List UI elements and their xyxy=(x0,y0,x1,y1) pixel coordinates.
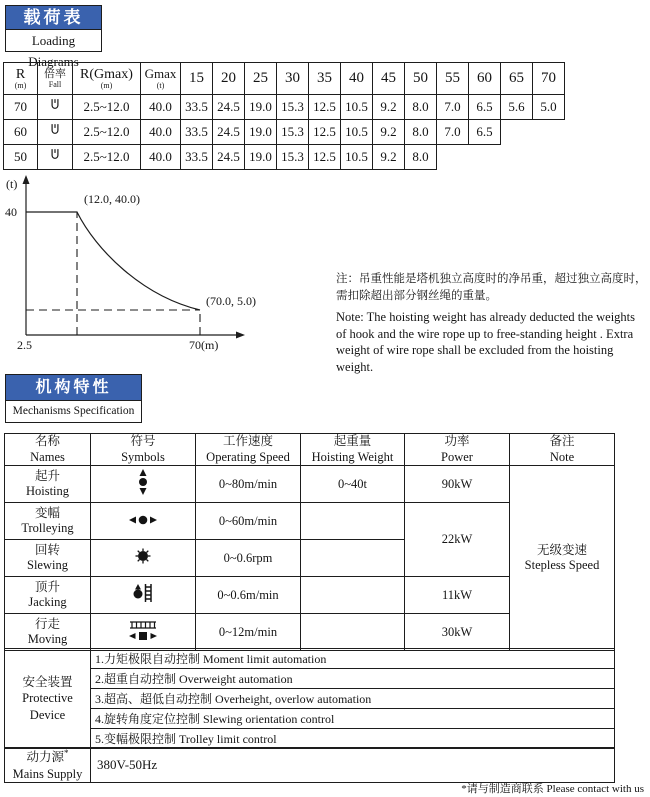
mech-weight-cell xyxy=(301,614,405,651)
radius-header: 15 xyxy=(181,63,213,95)
loading-title-en: Loading Diagrams xyxy=(5,30,102,52)
mains-supply-table xyxy=(4,747,615,783)
header-weight-en: Hoisting Weight xyxy=(311,449,394,464)
header-power-cn: 功率 xyxy=(444,434,470,448)
empty-cell xyxy=(469,145,501,170)
header-names-en: Names xyxy=(30,449,65,464)
mech-name-cn: 回转 xyxy=(34,542,60,557)
empty-cell xyxy=(533,145,565,170)
load-value-cell: 5.6 xyxy=(501,95,533,120)
loading-table xyxy=(3,62,565,170)
header-note-cn: 备注 xyxy=(549,434,575,448)
radius-header: 70 xyxy=(533,63,565,95)
protective-row xyxy=(5,729,615,749)
fall-cell xyxy=(38,145,73,170)
protective-row xyxy=(5,709,615,729)
mains-star: * xyxy=(64,748,69,759)
load-curve xyxy=(26,212,200,310)
fall-cell xyxy=(38,120,73,145)
header-fall xyxy=(38,63,73,95)
range-cell: 2.5~12.0 xyxy=(73,95,141,120)
radius-header: 35 xyxy=(309,63,341,95)
mech-name-en: Jacking xyxy=(28,595,67,610)
header-speed-cn: 工作速度 xyxy=(222,434,273,448)
mech-symbol-cell xyxy=(91,577,196,614)
load-value-cell: 9.2 xyxy=(373,145,405,170)
mech-symbol-cell xyxy=(91,503,196,540)
mech-name-cell xyxy=(5,540,91,577)
y-unit-label: (t) xyxy=(6,177,18,191)
x-origin-label: 2.5 xyxy=(17,338,32,352)
load-value-cell: 12.5 xyxy=(309,95,341,120)
load-curve-chart xyxy=(0,172,330,367)
radius-header: 20 xyxy=(213,63,245,95)
mech-weight-cell: 0~40t xyxy=(301,466,405,503)
peak-point-label: (12.0, 40.0) xyxy=(84,192,140,206)
header-names-cn: 名称 xyxy=(34,434,60,448)
mech-speed-cell: 0~0.6m/min xyxy=(196,577,301,614)
x-axis-arrow-icon xyxy=(236,332,245,339)
header-speed-en: Operating Speed xyxy=(206,449,290,464)
load-value-cell: 19.0 xyxy=(245,95,277,120)
header-r-main: R xyxy=(15,66,26,82)
gmax-cell: 40.0 xyxy=(141,145,181,170)
header-rgmax xyxy=(73,63,141,95)
load-value-cell: 10.5 xyxy=(341,145,373,170)
protective-label-en2: Device xyxy=(29,707,66,722)
protective-row xyxy=(5,669,615,689)
load-value-cell: 8.0 xyxy=(405,145,437,170)
mech-weight-cell xyxy=(301,503,405,540)
header-speed xyxy=(196,434,301,466)
trolleying-symbol-icon xyxy=(129,514,157,530)
stepless-note-cn: 无级变速 xyxy=(536,542,587,557)
range-cell: 2.5~12.0 xyxy=(73,120,141,145)
load-value-cell: 9.2 xyxy=(373,120,405,145)
header-symbols xyxy=(91,434,196,466)
mains-value-cell: 380V-50Hz xyxy=(91,748,615,783)
mechanisms-title-cn: 机构特性 xyxy=(5,374,142,401)
stepless-note-en: Stepless Speed xyxy=(524,558,600,573)
load-value-cell: 24.5 xyxy=(213,95,245,120)
loading-row-50 xyxy=(4,145,565,170)
radius-header: 65 xyxy=(501,63,533,95)
moving-symbol-icon xyxy=(126,620,160,645)
load-value-cell: 15.3 xyxy=(277,145,309,170)
gmax-cell: 40.0 xyxy=(141,95,181,120)
header-power-en: Power xyxy=(441,449,473,464)
load-value-cell: 9.2 xyxy=(373,95,405,120)
protective-item: 1.力矩极限自动控制 Moment limit automation xyxy=(91,649,615,669)
radius-header: 45 xyxy=(373,63,405,95)
header-gmax-sub: (t) xyxy=(156,80,165,90)
header-note-en: Note xyxy=(549,449,575,464)
load-value-cell: 15.3 xyxy=(277,95,309,120)
empty-cell xyxy=(533,120,565,145)
mains-supply-row xyxy=(5,748,615,783)
mech-name-en: Moving xyxy=(27,632,68,647)
mains-label-en: Mains Supply xyxy=(12,766,83,781)
mech-speed-cell: 0~80m/min xyxy=(196,466,301,503)
load-value-cell: 6.5 xyxy=(469,120,501,145)
y-tick-40: 40 xyxy=(5,205,17,219)
hoisting-symbol-icon xyxy=(137,469,149,499)
mechanisms-title-block xyxy=(5,374,142,423)
radius-header: 60 xyxy=(469,63,501,95)
load-value-cell: 12.5 xyxy=(309,145,341,170)
r-value-cell: 50 xyxy=(4,145,38,170)
mech-name-cn: 顶升 xyxy=(34,579,60,594)
mech-speed-cell: 0~12m/min xyxy=(196,614,301,651)
contact-footnote: *请与制造商联系 Please contact with us xyxy=(461,783,644,795)
mech-note-cell xyxy=(510,466,615,651)
protective-label-cell xyxy=(5,649,91,749)
load-value-cell: 8.0 xyxy=(405,95,437,120)
mains-label-cell xyxy=(5,748,91,783)
r-value-cell: 70 xyxy=(4,95,38,120)
fall-reeving-icon xyxy=(50,100,60,115)
mains-label-cn: 动力源* xyxy=(26,748,69,765)
load-value-cell: 7.0 xyxy=(437,95,469,120)
y-axis-arrow-icon xyxy=(23,175,30,184)
load-value-cell: 19.0 xyxy=(245,145,277,170)
protective-item: 3.超高、超低自动控制 Overheight, overlow automation xyxy=(91,689,615,709)
protective-item: 5.变幅极限控制 Trolley limit control xyxy=(91,729,615,749)
hoisting-weight-notes xyxy=(336,271,647,375)
radius-header: 55 xyxy=(437,63,469,95)
load-value-cell: 33.5 xyxy=(181,145,213,170)
header-weight-cn: 起重量 xyxy=(333,434,372,448)
mechanisms-title-en: Mechanisms Specification xyxy=(5,401,142,423)
load-value-cell: 19.0 xyxy=(245,120,277,145)
mech-symbol-cell xyxy=(91,540,196,577)
mech-name-cn: 变幅 xyxy=(34,505,60,520)
header-names xyxy=(5,434,91,466)
load-value-cell: 24.5 xyxy=(213,120,245,145)
mech-name-cn: 行走 xyxy=(34,616,60,631)
mech-symbol-cell xyxy=(91,466,196,503)
load-value-cell: 12.5 xyxy=(309,120,341,145)
mech-power-cell: 11kW xyxy=(405,577,510,614)
radius-header: 50 xyxy=(405,63,437,95)
empty-cell xyxy=(501,120,533,145)
mech-row-hoisting xyxy=(5,466,615,503)
load-value-cell: 10.5 xyxy=(341,120,373,145)
protective-item: 4.旋转角度定位控制 Slewing orientation control xyxy=(91,709,615,729)
mech-name-en: Hoisting xyxy=(25,484,70,499)
mech-name-cell xyxy=(5,466,91,503)
load-value-cell: 33.5 xyxy=(181,95,213,120)
load-value-cell: 15.3 xyxy=(277,120,309,145)
radius-header: 40 xyxy=(341,63,373,95)
empty-cell xyxy=(501,145,533,170)
loading-row-70 xyxy=(4,95,565,120)
fall-cell xyxy=(38,95,73,120)
header-r xyxy=(4,63,38,95)
protective-device-table xyxy=(4,648,615,749)
mech-name-cell xyxy=(5,503,91,540)
protective-label-en1: Protective xyxy=(22,691,73,706)
header-fall-en: Fall xyxy=(48,79,62,89)
load-value-cell: 5.0 xyxy=(533,95,565,120)
fall-reeving-icon xyxy=(50,150,60,165)
slewing-symbol-icon xyxy=(135,548,151,568)
protective-row xyxy=(5,689,615,709)
mech-name-en: Trolleying xyxy=(21,521,74,536)
mech-power-cell: 90kW xyxy=(405,466,510,503)
header-rgmax-sub: (m) xyxy=(100,81,113,91)
fall-reeving-icon xyxy=(50,125,60,140)
load-value-cell: 24.5 xyxy=(213,145,245,170)
mech-speed-cell: 0~0.6rpm xyxy=(196,540,301,577)
mech-name-en: Slewing xyxy=(27,558,68,573)
end-point-label: (70.0, 5.0) xyxy=(206,294,256,308)
note-chinese: 注：吊重性能是塔机独立高度时的净吊重，超过独立高度时，需扣除超出部分钢丝绳的重量。 xyxy=(336,273,647,302)
load-value-cell: 10.5 xyxy=(341,95,373,120)
mech-symbol-cell xyxy=(91,614,196,651)
load-value-cell: 8.0 xyxy=(405,120,437,145)
mech-power-cell: 30kW xyxy=(405,614,510,651)
radius-header: 30 xyxy=(277,63,309,95)
x-end-label: 70(m) xyxy=(189,338,219,352)
mech-name-cell xyxy=(5,614,91,651)
mech-power-cell: 22kW xyxy=(405,503,510,577)
load-value-cell: 33.5 xyxy=(181,120,213,145)
range-cell: 2.5~12.0 xyxy=(73,145,141,170)
mech-name-cn: 起升 xyxy=(34,468,60,483)
mechanisms-header-row xyxy=(5,434,615,466)
protective-label-cn: 安全装置 xyxy=(22,675,73,690)
radius-header: 25 xyxy=(245,63,277,95)
header-power xyxy=(405,434,510,466)
header-rgmax-main: R(Gmax) xyxy=(80,66,133,82)
loading-row-60 xyxy=(4,120,565,145)
empty-cell xyxy=(437,145,469,170)
mech-name-cell xyxy=(5,577,91,614)
jacking-symbol-icon xyxy=(133,584,153,606)
header-fall-cn: 倍率 xyxy=(44,68,66,81)
gmax-cell: 40.0 xyxy=(141,120,181,145)
mechanisms-table xyxy=(4,433,615,651)
load-value-cell: 6.5 xyxy=(469,95,501,120)
header-gmax-main: Gmax xyxy=(144,66,177,82)
header-symbols-en: Symbols xyxy=(121,449,165,464)
r-value-cell: 60 xyxy=(4,120,38,145)
load-value-cell: 7.0 xyxy=(437,120,469,145)
loading-diagrams-title-block xyxy=(5,5,102,69)
mech-speed-cell: 0~60m/min xyxy=(196,503,301,540)
mech-weight-cell xyxy=(301,540,405,577)
header-symbols-cn: 符号 xyxy=(130,434,156,448)
loading-header-row xyxy=(4,63,565,95)
protective-row xyxy=(5,649,615,669)
protective-item: 2.超重自动控制 Overweight automation xyxy=(91,669,615,689)
header-weight xyxy=(301,434,405,466)
mech-weight-cell xyxy=(301,577,405,614)
header-note xyxy=(510,434,615,466)
header-gmax xyxy=(141,63,181,95)
loading-title-cn: 载荷表 xyxy=(5,5,102,30)
header-r-sub: (m) xyxy=(14,81,27,91)
note-english: Note: The hoisting weight has already deducted the weights of hook and the wire rope up to free-standing height . Extra weight of wire rope shall be excluded from the hoisting weight. xyxy=(336,310,635,374)
